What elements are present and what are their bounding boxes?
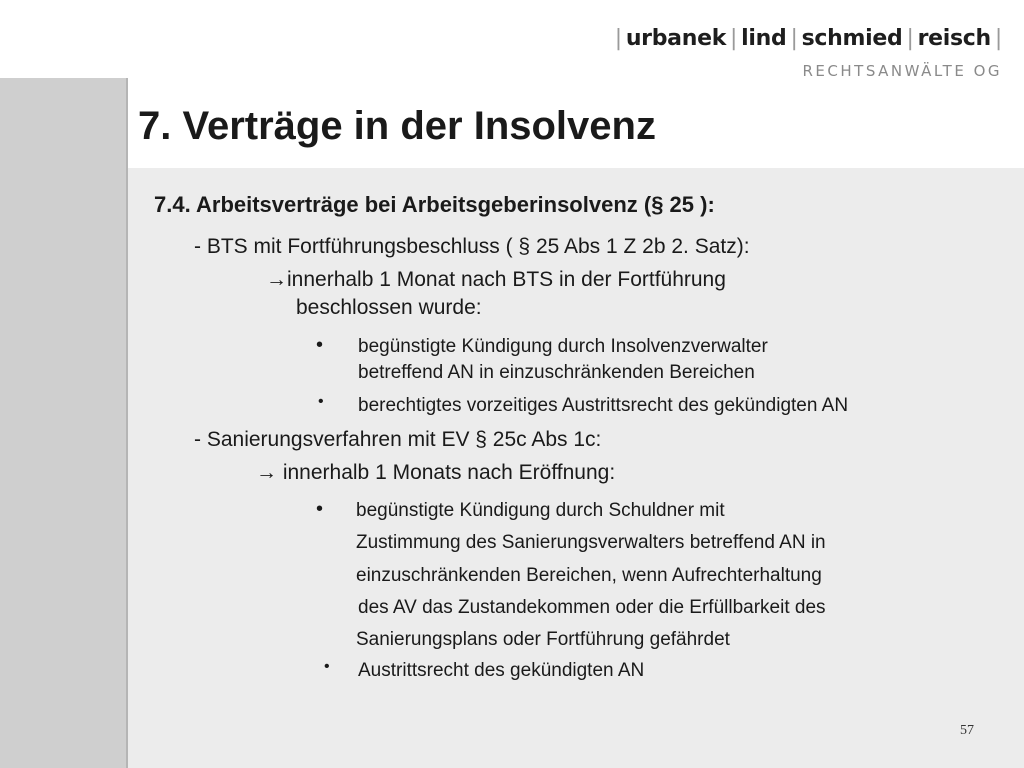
section-heading: 7.4. Arbeitsverträge bei Arbeitsgeberinsolvenz (§ 25 ): xyxy=(154,192,715,217)
left-decorative-band xyxy=(0,78,128,768)
bullet-icon: • xyxy=(318,393,324,410)
bullet-icon: • xyxy=(316,334,324,356)
bullet-icon: • xyxy=(316,498,324,520)
logo-separator: | xyxy=(730,26,738,51)
block2-bullet1-line2: Zustimmung des Sanierungsverwalters betreffend AN in xyxy=(356,532,826,553)
logo-separator: | xyxy=(614,26,622,51)
firm-logo xyxy=(611,26,1006,51)
logo-separator: | xyxy=(906,26,914,51)
page-number: 57 xyxy=(960,723,974,738)
block1-arrow-line-2: beschlossen wurde: xyxy=(296,296,482,319)
block1-bullet1-line2: betreffend AN in einzuschränkenden Bereichen xyxy=(358,362,755,383)
logo-name-3: schmied xyxy=(801,26,903,51)
block2-bullet2-line1: Austrittsrecht des gekündigten AN xyxy=(358,660,645,681)
block2-bullet1-line4: des AV das Zustandekommen oder die Erfüllbarkeit des xyxy=(358,597,826,618)
logo-name-4: reisch xyxy=(917,26,991,51)
block2-bullet1-line5: Sanierungsplans oder Fortführung gefährdet xyxy=(356,629,730,650)
block1-heading: - BTS mit Fortführungsbeschluss ( § 25 Abs 1 Z 2b 2. Satz): xyxy=(194,235,750,258)
block1-bullet1-line1: begünstigte Kündigung durch Insolvenzverwalter xyxy=(358,336,768,357)
block2-bullet1-line3: einzuschränkenden Bereichen, wenn Aufrechterhaltung xyxy=(356,565,822,586)
logo-name-1: urbanek xyxy=(625,26,727,51)
logo-separator: | xyxy=(994,26,1002,51)
block1-bullet2-line1: berechtigtes vorzeitiges Austrittsrecht des gekündigten AN xyxy=(358,395,849,416)
block2-bullet1-line1: begünstigte Kündigung durch Schuldner mit xyxy=(356,500,725,521)
block1-arrow-line-1: →innerhalb 1 Monat nach BTS in der Fortführung xyxy=(266,268,726,291)
firm-subtitle: RECHTSANWÄLTE OG xyxy=(802,62,1002,80)
logo-separator: | xyxy=(790,26,798,51)
block2-heading: - Sanierungsverfahren mit EV § 25c Abs 1c: xyxy=(194,428,602,451)
block2-arrow-line: → innerhalb 1 Monats nach Eröffnung: xyxy=(256,461,616,484)
bullet-icon: • xyxy=(324,658,330,675)
logo-name-2: lind xyxy=(741,26,787,51)
slide-title: 7. Verträge in der Insolvenz xyxy=(138,104,656,148)
